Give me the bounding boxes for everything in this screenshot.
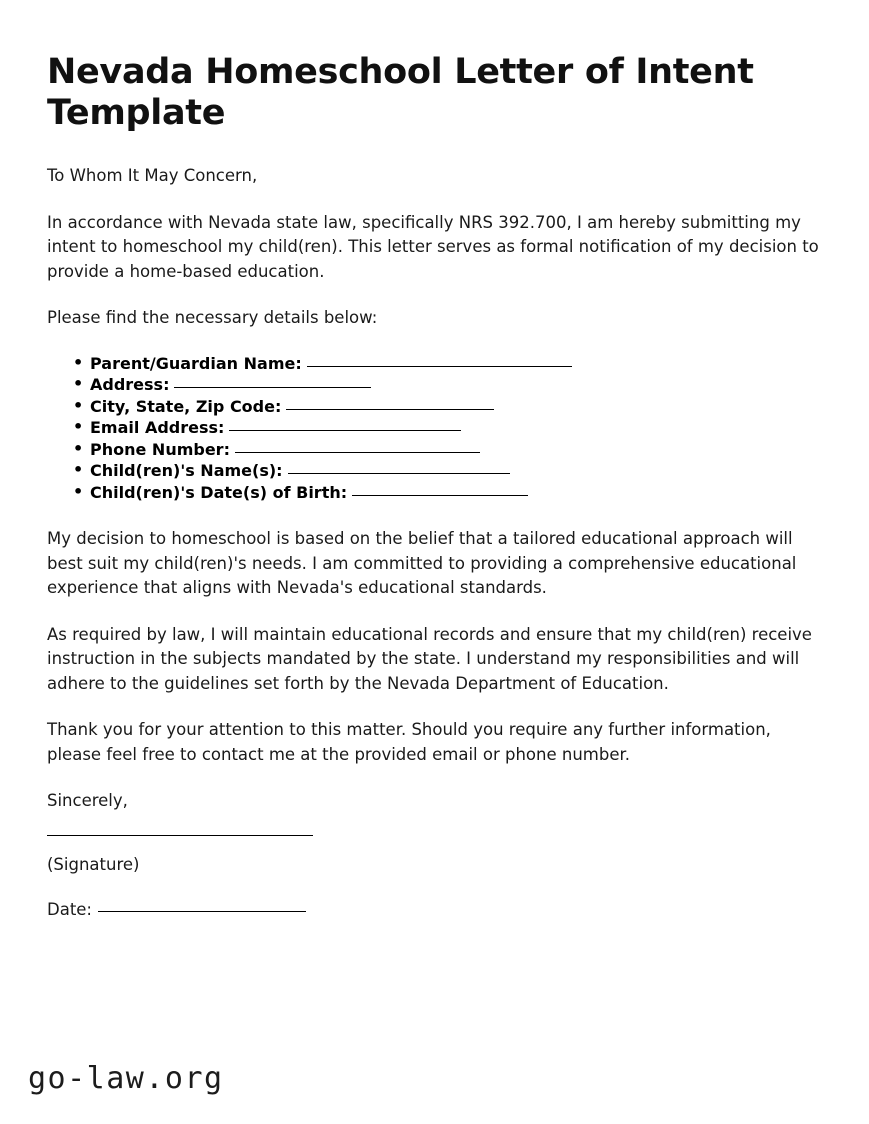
list-item — [90, 396, 823, 418]
detail-blank-line[interactable] — [235, 439, 480, 453]
detail-label: Child(ren)'s Name(s): — [90, 461, 283, 480]
list-item — [90, 439, 823, 461]
intro-paragraph: In accordance with Nevada state law, specifically NRS 392.700, I am hereby submitting my intent to homeschool my child(ren). This letter serves as formal notification of my decision to provide a home-based education. — [47, 212, 819, 281]
body-paragraph-1: My decision to homeschool is based on the belief that a tailored educational approach will best suit my child(ren)'s needs. I am committed to providing a comprehensive educational experience that aligns with Nevada's educational standards. — [47, 529, 797, 597]
body-paragraph-2: As required by law, I will maintain educational records and ensure that my child(ren) receive instruction in the subjects mandated by the state. I understand my responsibilities and will adhere to the guidelines set forth by the Nevada Department of Education. — [47, 624, 812, 693]
date-label: Date: — [47, 900, 92, 919]
list-item — [90, 353, 823, 375]
detail-blank-line[interactable] — [288, 460, 510, 474]
detail-blank-line[interactable] — [352, 482, 528, 496]
detail-label: Parent/Guardian Name: — [90, 353, 302, 373]
list-item — [90, 374, 823, 396]
details-list — [47, 353, 823, 504]
list-item — [90, 482, 823, 504]
detail-label: Child(ren)'s Date(s) of Birth: — [90, 482, 348, 502]
signature-line[interactable] — [47, 835, 313, 836]
detail-blank-line[interactable] — [229, 417, 461, 431]
signature-caption: (Signature) — [47, 854, 140, 874]
site-watermark: go-law.org — [28, 1061, 224, 1096]
list-item — [90, 460, 823, 482]
detail-label: Address: — [90, 375, 170, 394]
salutation-text: To Whom It May Concern, — [47, 166, 258, 185]
page-title: Nevada Homeschool Letter of Intent Template — [47, 52, 754, 133]
list-item — [90, 417, 823, 439]
closing-text: Sincerely, — [47, 791, 128, 810]
document-content — [47, 52, 823, 923]
date-blank-line[interactable] — [98, 899, 306, 912]
body-paragraph-3: Thank you for your attention to this matter. Should you require any further information, please feel free to contact me at the provided email or phone number. — [47, 720, 771, 764]
detail-blank-line[interactable] — [307, 353, 572, 367]
detail-label: City, State, Zip Code: — [90, 396, 282, 416]
details-lead-text: Please find the necessary details below: — [47, 308, 378, 327]
detail-blank-line[interactable] — [286, 396, 494, 410]
signature-block — [47, 789, 823, 923]
date-row — [47, 898, 823, 923]
detail-label: Phone Number: — [90, 439, 230, 459]
detail-blank-line[interactable] — [174, 374, 371, 388]
detail-label: Email Address: — [90, 418, 225, 437]
